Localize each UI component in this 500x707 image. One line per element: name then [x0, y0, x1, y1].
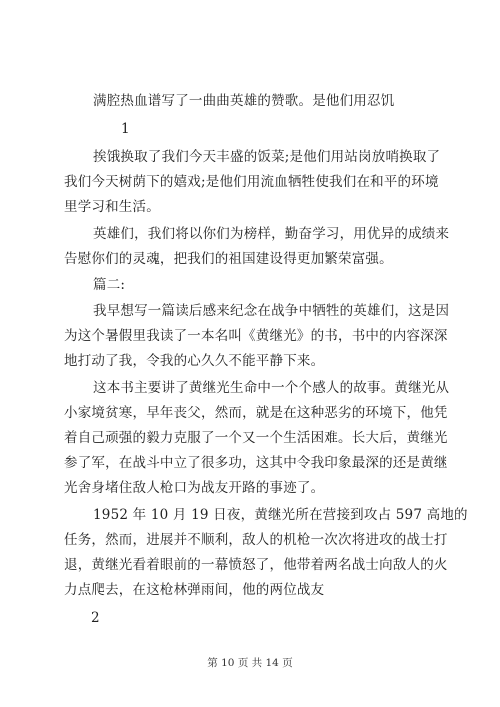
text-line: 我们今天树荫下的嬉戏;是他们用流血牺牲使我们在和平的环境: [64, 174, 439, 190]
page-marker: 2: [91, 610, 100, 626]
text-line: 满腔热血谱写了一曲曲英雄的赞歌。是他们用忍饥: [93, 93, 395, 109]
page-marker: 1: [121, 121, 130, 137]
text-line: 力点爬去，在这枪林弹雨间，他的两位战友: [64, 582, 325, 598]
section-heading: 篇二:: [93, 277, 126, 293]
text-line: 1952 年 10 月 19 日夜，黄继光所在营接到攻占 597 高地的: [93, 507, 468, 523]
text-line: 挨饿换取了我们今天丰盛的饭菜;是他们用站岗放哨换取了: [93, 149, 441, 165]
text-line: 为这个暑假里我读了一本名叫《黄继光》的书，书中的内容深深: [64, 328, 448, 344]
text-line: 着自己顽强的毅力克服了一个又一个生活困难。长大后，黄继光: [64, 430, 448, 446]
text-line: 任务，然而，进展并不顺利，敌人的机枪一次次将进攻的战士打: [64, 532, 448, 548]
page-footer: 第 10 页 共 14 页: [207, 657, 293, 669]
text-line: 光舍身堵住敌人枪口为战友开路的事迹了。: [64, 480, 325, 496]
text-line: 小家境贫寒，早年丧父，然而，就是在这种恶劣的环境下，他凭: [64, 405, 448, 421]
text-line: 我早想写一篇读后感来纪念在战争中牺牲的英雄们，这是因: [93, 303, 450, 319]
text-line: 地打动了我，令我的心久久不能平静下来。: [64, 353, 325, 369]
text-line: 里学习和生活。: [64, 199, 160, 215]
text-line: 退，黄继光看着眼前的一幕愤怒了，他带着两名战士向敌人的火: [64, 557, 448, 573]
text-line: 这本书主要讲了黄继光生命中一个个感人的故事。黄继光从: [93, 380, 450, 396]
text-line: 英雄们，我们将以你们为榜样，勤奋学习，用优异的成绩来: [93, 226, 450, 242]
text-line: 参了军，在战斗中立了很多功，这其中令我印象最深的还是黄继: [64, 455, 448, 471]
text-line: 告慰你们的灵魂，把我们的祖国建设得更加繁荣富强。: [64, 251, 393, 267]
